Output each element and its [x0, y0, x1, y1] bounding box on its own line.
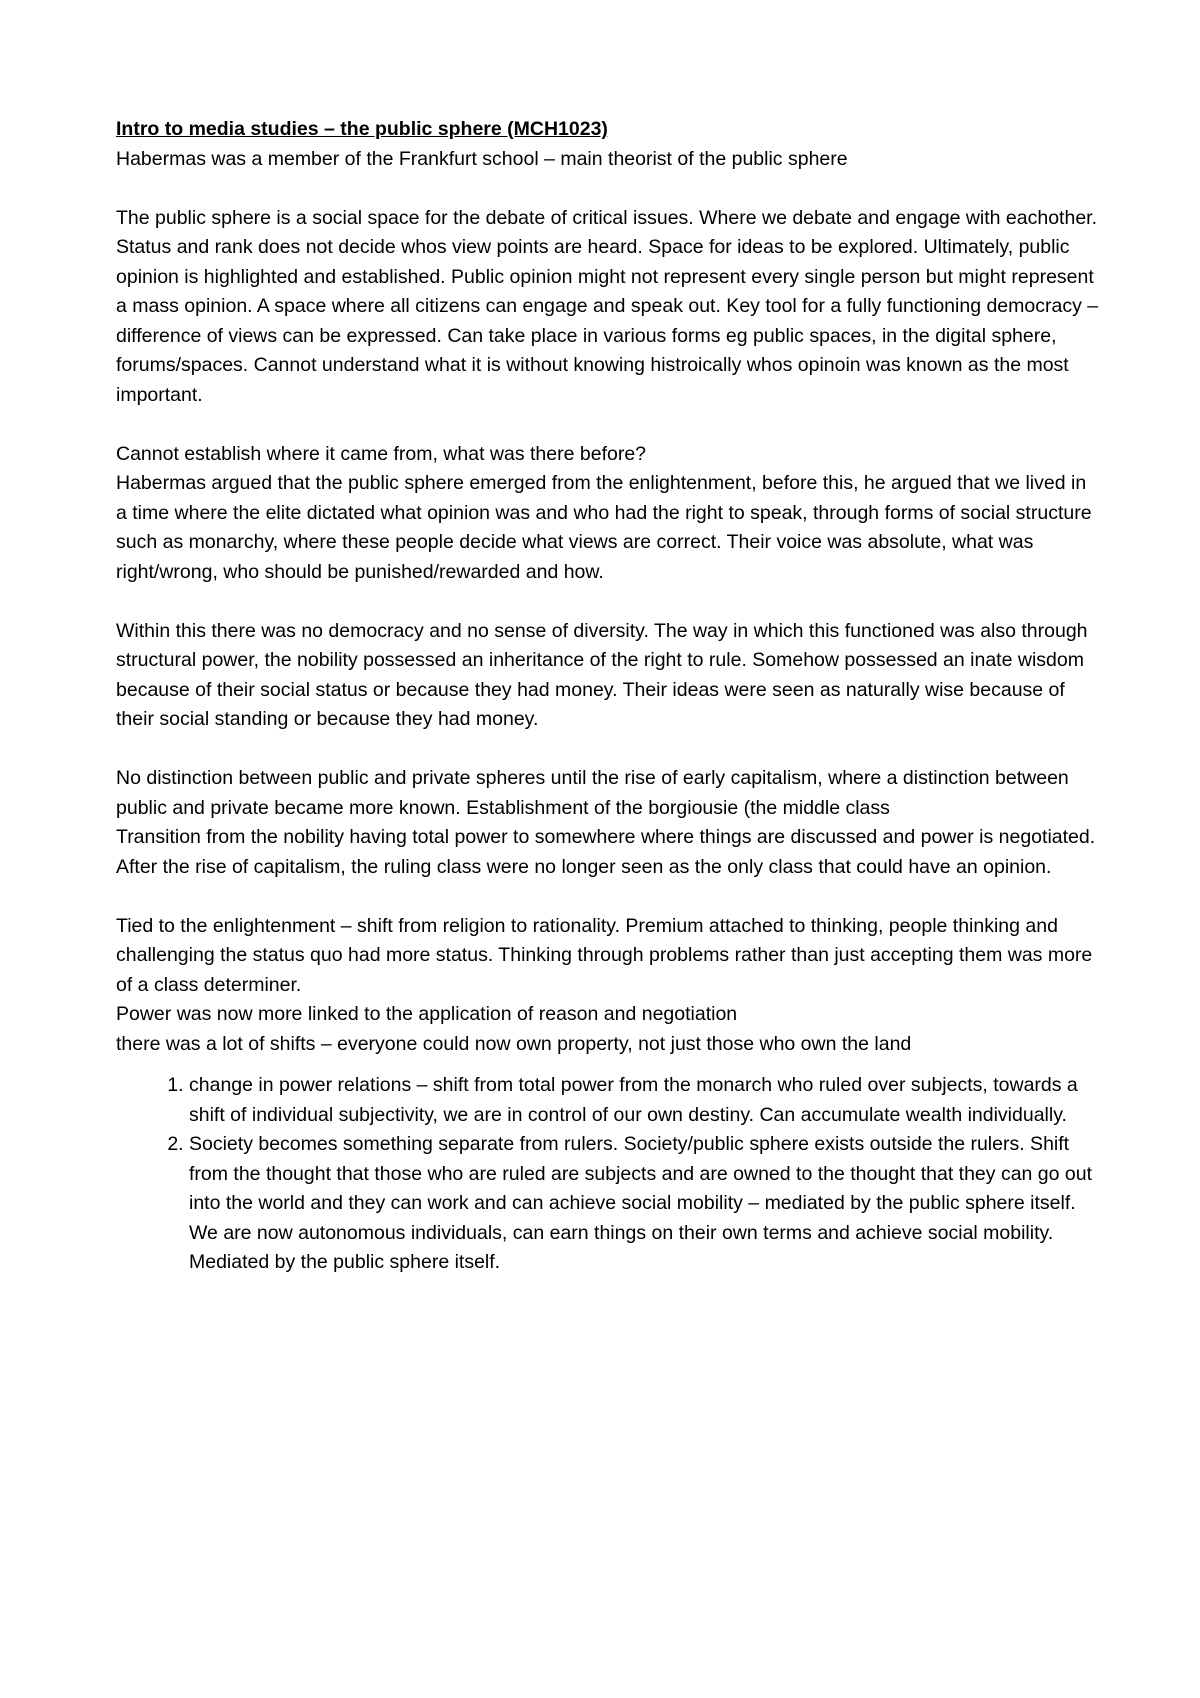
paragraph-public-sphere-definition: The public sphere is a social space for the debate of critical issues. Where we debate and engage with eachother. Status and rank does not decide whos view points are heard. Space for ideas to be explored. Ultimately, public opinion is highlighted and established. Public opinion might not represent every single person but might represent a mass opinion. A space where all citizens can engage and speak out. Key tool for a fully functioning democracy – difference of views can be expressed. Can take place in various forms eg public spaces, in the digital sphere, forums/spaces. Cannot understand what it is without knowing histroically whos opinoin was known as the most important.: [116, 206, 1099, 406]
paragraph-public-private-distinction: No distinction between public and private spheres until the rise of early capitalism, where a distinction between public and private became more known. Establishment of the borgiousie (the middle class: [116, 767, 1069, 819]
list-item: 2. Society becomes something separate from rulers. Society/public sphere exists outside the rulers. Shift from the thought that those who are ruled are subjects and are owned to the thought that they can go out into the world and they can work and can achieve social mobility – mediated by the public sphere itself. We are now autonomous individuals, can earn things on their own terms and achieve social mobility. Mediated by the public sphere itself.: [189, 1130, 1101, 1278]
paragraph-origin-question: Cannot establish where it came from, what was there before?: [116, 442, 647, 465]
paragraph-no-democracy: Within this there was no democracy and no sense of diversity. The way in which this functioned was also through structural power, the nobility possessed an inheritance of the right to rule. Somehow possessed an inate wisdom because of their social status or because they had money. Their ideas were seen as naturally wise because of their social standing or because they had money.: [116, 619, 1088, 730]
paragraph-spacer: [116, 587, 1101, 617]
paragraph-reason-negotiation: Power was now more linked to the application of reason and negotiation: [116, 1003, 738, 1025]
paragraph-spacer: [116, 735, 1101, 765]
paragraph-transition-of-power: Transition from the nobility having total power to somewhere where things are discussed and power is negotiated. After the rise of capitalism, the ruling class were no longer seen as the only class that could have an opinion.: [116, 826, 1096, 878]
paragraph-enlightenment-argument: Habermas argued that the public sphere emerged from the enlightenment, before this, he argued that we lived in a time where the elite dictated what opinion was and who had the right to speak, through forms of social structure such as monarchy, where these people decide what views are correct. Their voice was absolute, what was right/wrong, who should be punished/rewarded and how.: [116, 472, 1092, 583]
list-item: 1. change in power relations – shift from total power from the monarch who ruled over subjects, towards a shift of individual subjectivity, we are in control of our own destiny. Can accumulate wealth individually.: [189, 1071, 1101, 1130]
paragraph-spacer: [116, 410, 1101, 440]
paragraph-habermas-intro: Habermas was a member of the Frankfurt school – main theorist of the public sphere: [116, 147, 848, 170]
paragraph-spacer: [116, 882, 1101, 912]
document-title: Intro to media studies – the public sphere (MCH1023): [116, 118, 608, 140]
paragraph-property-shift: there was a lot of shifts – everyone could now own property, not just those who own the land: [116, 1032, 912, 1055]
paragraph-spacer: [116, 174, 1101, 204]
paragraph-rationality-shift: Tied to the enlightenment – shift from religion to rationality. Premium attached to thinking, people thinking and challenging the status quo had more status. Thinking through problems rather than just accepting them was more of a class determiner.: [116, 914, 1093, 996]
numbered-list: [116, 1071, 1101, 1278]
document-body: [116, 115, 1101, 1278]
